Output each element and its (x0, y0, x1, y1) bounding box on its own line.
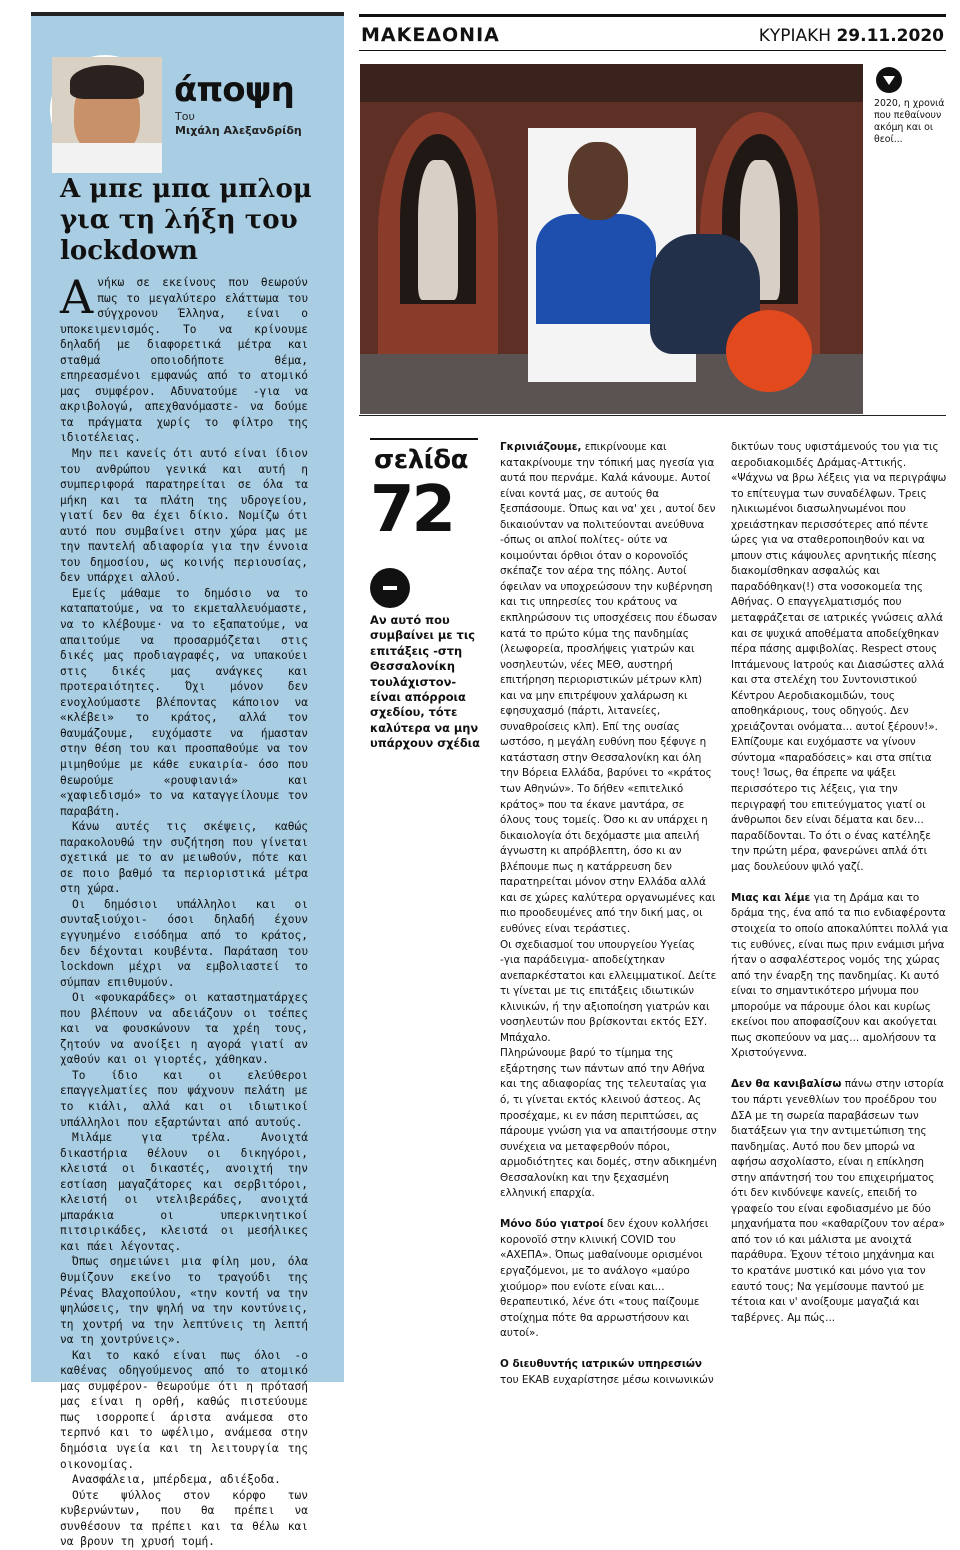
paragraph-text: του ΕΚΑΒ ευχαρίστησε μέσω κοινωνικών (500, 1373, 714, 1386)
paragraph-lead: Μιας και λέμε (731, 891, 811, 904)
opinion-label: άποψη (174, 70, 294, 110)
issue-date-value: 29.11.2020 (836, 26, 944, 46)
opinion-paragraph: Όπως σημειώνει μια φίλη μου, όλα θυμίζουν εκείνο το τραγούδι της Ρένας Βλαχοπούλου, «την κοντή να την ψηλώσεις, την ψηλή να την κοντύνεις, τη χοντρή να την λεπτύνεις τη λεπτή να τη χοντρύνεις». (60, 1255, 308, 1347)
ball (726, 310, 812, 392)
column-paragraph (731, 440, 949, 875)
page-blurb: Αν αυτό που συμβαίνει με τις επιτάξεις -στη Θεσσαλονίκη τουλάχιστον- είναι απόρροια σχεδίου, τότε καλύτερα να μην υπάρχουν σχέδια (370, 613, 480, 751)
paragraph-text: δεν έχουν κολλήσει κορονοϊό στην κλινική COVID του «ΑΧΕΠΑ». Όπως μαθαίνουμε ορισμένοι εργαζόμενοι, με το ανάλογο «μαύρο χιούμορ» που ενίοτε είναι και... θεραπευτικό, λένε ότι «τους παίζουμε στοίχημα πότε θα αρρωστήσουν και αυτοί». (500, 1218, 709, 1340)
minus-icon (370, 568, 410, 608)
header-bottom-rule (359, 50, 946, 51)
opinion-paragraph: Οι «φουκαράδες» οι καταστηματάρχες που βλέπουν να αδειάζουν οι τσέπες και να φουσκώνουν τα χρέη τους, ζητούν να ανοίξει η αγορά γιατί αν χαθούν και οι γιορτές, χάθηκαν. (60, 991, 308, 1067)
column-paragraph (731, 891, 949, 1062)
header-top-rule (359, 14, 946, 17)
photo-bottom-rule (359, 415, 946, 416)
author-avatar (50, 55, 160, 165)
caption-triangle-icon (876, 67, 902, 93)
column-paragraph (500, 1046, 718, 1201)
opinion-paragraph: Κάνω αυτές τις σκέψεις, καθώς παρακολουθώ την συζήτηση που γίνεται σχετικά με το αν μειωθούν, πότε και σε ποιο βαθμό τα περιοριστικά μέτρα στη χώρα. (60, 820, 308, 896)
paragraph-text: δικτύων τους υφιστάμενούς του για τις αεροδιακομιδές Δράμας-Αττικής. «Ψάχνω να βρω λέξεις για να περιγράψω το επίτευγμα των συναδέλφων. Τρεις ηλικιωμένοι διασωληνωμένοι που χρειάστηκαν περισσότερες από πέντε ώρες για να σταθεροποιηθούν και να μπουν στις κάψουλες αρνητικής πίεσης διακομίσθηκαν ασφαλώς και παραδόθηκαν(!) στα νοσοκομεία της Αθήνας. Ο επαγγελματισμός που μεταφράζεται σε ιατρικές γνώσεις αλλά και σε ψυχικά αποθέματα αποδείχθηκαν πέρα πάσης αμφιβολίας. Respect στους Ιπτάμενους Ιατρούς και Διασώστες αλλά και στα στελέχη του Συντονιστικού Κέντρου Αεροδιακομιδών, τους αποθηκάριους, τους οδηγούς. Δεν χρειάζονται ονόματα... αυτοί ξέρουν!». Ελπίζουμε και ευχόμαστε να γίνουν σύντομα «παραδόσεις» και στα σπίτια τους! Ίσως, θα έπρεπε να ψάξει περισσότερο τις λέξεις, για την περιγραφή του επιτεύγματος γιατί οι άνθρωποι δεν είναι δέματα και δεν... παραδίδονται. Το ότι ο ένας κατέληξε την πρώτη μέρα, φανερώνει απλά ότι μας δουλεύουν ψιλό γαζί. (731, 441, 947, 873)
issue-day: ΚΥΡΙΑΚΗ (758, 26, 832, 46)
page-number: 72 (370, 473, 454, 547)
column-paragraph (500, 938, 718, 1047)
column-paragraph (731, 1077, 949, 1326)
opinion-paragraph: Ούτε ψύλλος στον κόρφο των κυβερνώντων, που θα πρέπει να συνθέσουν τα πρέπει και τα θέλω και να βρουν τη χρυσή τομή. (60, 1488, 308, 1549)
middle-column (500, 440, 718, 1404)
paragraph-text: πάνω στην ιστορία του πάρτι γενεθλίων του προέδρου του ΔΣΑ με τη σωρεία παραβάσεων των διατάξεων για την αντιμετώπιση της πανδημίας. Αυτό που δεν μπορώ να αφήσω ασχολίαστο, είναι η επίκληση στην απάντησή του του επιχειρήματος ότι δεν κινδύνεψε κανείς, επειδή το γραφείο του είναι εφοδιασμένο με δύο μηχανήματα που «καθαρίζουν τον αέρα» από τον ιό και μάλιστα με ανοιχτά παράθυρα. Έχουν τέτοιο μηχάνημα και το κρατάνε μυστικό και μόνο για τον εαυτό τους; Να γεμίσουμε παντού με τέτοια και ν' ανοίξουμε μαγαζιά και ταβέρνες. Αμ πώς... (731, 1078, 945, 1324)
column-paragraph (500, 1217, 718, 1341)
column-paragraph (500, 440, 718, 938)
opinion-paragraph: Μιλάμε για τρέλα. Ανοιχτά δικαστήρια θέλουν οι δικηγόροι, κλειστά οι δικαστές, ανοιχτή την εστίαση μαγαζάτορες και σερβιτόροι, κλειστή οι ντελιβεράδες, ανοιχτά μπαράκια οι υπερκινητικοί πιτσιρικάδες, κλειστά οι μεσήλικες και πάει λέγοντας. (60, 1131, 308, 1253)
paragraph-text: Πληρώνουμε βαρύ το τίμημα της εξάρτησης των πάντων από την Αθήνα και της αδιαφορίας της τελευταίας για ό, τι γίνεται εκτός κλεινού άστεος. Ας προσέχαμε, κι εν πάση περιπτώσει, ας πάρουμε γνώση για να απαιτήσουμε στην συνέχεια να μεταφερθούν πόροι, αρμοδιότητες και δομές, στην αδικημένη Θεσσαλονίκη και την ξεχασμένη ελληνική επαρχία. (500, 1047, 717, 1200)
paragraph-text: για τη Δράμα και το δράμα της, ένα από τα πιο ενδιαφέροντα στοιχεία το οποίο αποκαλύπτει πολλά για τις ευθύνες, είναι πως πριν ενάμισι μήνα ήταν ο ασφαλέστερος νομός της χώρας από την έναρξη της πανδημίας. Κι αυτό είναι το σημαντικότερο μήνυμα που μπορούμε να πάρουμε όλοι και κυρίως εκείνοι που αποφασίζουν και ακούγεται πως σκοπεύουν να μας... αμολήσουν τα Χριστούγεννα. (731, 891, 949, 1060)
paragraph-lead: Ο διευθυντής ιατρικών υπηρεσιών (500, 1358, 702, 1371)
section-name: ΜΑΚΕΔΟΝΙΑ (361, 24, 500, 46)
opinion-paragraph: Και το κακό είναι πως όλοι -ο καθένας οδηγούμενος από το ατομικό μας συμφέρον- θεωρούμε ότι η πρότασή μας είναι η ορθή, καθώς πιστεύουμε πως ισορροπεί άριστα ανάμεσα στο τερπνό και το ωφέλιμο, ανάμεσα στην δημόσια υγεία και τη λειτουργία της οικονομίας. (60, 1348, 308, 1471)
opinion-top-rule (31, 12, 344, 16)
page-label: σελίδα (374, 445, 469, 475)
opinion-headline: Α μπε μπα μπλομ για τη λήξη του lockdown (60, 174, 312, 266)
opinion-first-paragraph: νήκω σε εκείνους που θεωρούν πως το μεγαλύτερο ελάττωμα του σύγχρονου Έλληνα, είναι ο υποκειμενισμός. Το να κρίνουμε δηλαδή με διαφορετικά μέτρα και σταθμά οποιοδήποτε θέμα, επηρεασμένοι εμφανώς από το ατομικό μας συμφέρον. Αδυνατούμε -για να ακριβολογώ, απεχθανόμαστε- να δούμε τα πράγματα χωρίς το φίλτρο της ιδιοτέλειας. (60, 276, 308, 445)
opinion-paragraph: Μην πει κανείς ότι αυτό είναι ίδιον του ανθρώπου γενικά και αυτή η συμπεριφορά παρατηρείται σε όλα τα μήκη και τα πλάτη της υδρογείου, γιατί δεν θα έχει δίκιο. Νομίζω ότι αυτό που συμβαίνει στην χώρα μας με την παντελή αδιαφορία για την έννοια του δημοσίου, ως κοινής περιουσίας, δεν υπάρχει αλλού. (60, 447, 308, 585)
paragraph-text: επικρίνουμε και κατακρίνουμε την τόπική μας ηγεσία για αυτά που περνάμε. Καλά κάνουμε. Αυτοί είναι κοντά μας, σε αυτούς θα ξεσπάσουμε. Όπως και να' χει , αυτοί δεν δικαιούνταν να πολιτεύονται ανεύθυνα -όπως οι απλοί πολίτες- ούτε να κοιμούνται όρθιοι όταν ο κορονοϊός σκέπαζε τον αέρα της πόλης. Αυτοί όφειλαν να υποχρεώσουν την κυβέρνηση και τις υπηρεσίες του κράτους να εκπληρώσουν τις υποσχέσεις που έδωσαν κατά το πρώτο κύμα της πανδημίας (λεωφορεία, προσλήψεις γιατρών και νοσηλευτών, νέες ΜΕΘ, αυστηρή επιτήρηση περιοριστικών μέτρων κλπ) και να μην επιτρέψουν χαλάρωση κι εφησυχασμό (πάρτι, λιτανείες, συναθροίσεις κλπ). Επί της ουσίας ωστόσο, η μεγάλη ευθύνη που ξέφυγε η κατάσταση στην Θεσσαλονίκη και όλη την Βόρεια Ελλάδα, βαρύνει το «κράτος των Αθηνών». Το δήθεν «επιτελικό κράτος» που τα έκανε μαντάρα, σε όλους τους τομείς. Όσο κι αν υπάρχει η δικαιολογία ότι δεχόμαστε μια απειλή άγνωστη κι απρόβλεπτη, όσο κι αν βλέπουμε πως η κατάρρευση δεν παρατηρείται μόνον στην Ελλάδα αλλά και σε χώρες καλύτερα οργανωμένες και πιο προοδευμένες από την δική μας, οι ευθύνες είναι τεράστιες. (500, 441, 718, 935)
paragraph-lead: Μόνο δύο γιατροί (500, 1218, 604, 1231)
right-column (731, 440, 949, 1342)
paragraph-text: Οι σχεδιασμοί του υπουργείου Υγείας -για παράδειγμα- αποδείχτηκαν ανεπαρκέστατοι και ελλειμματικοί. Δείτε τι γίνεται με τις επιτάξεις ιδιωτικών κλινικών, ή την αξιοποίηση γιατρών και νοσηλευτών που βρίσκονται εκτός ΕΣΥ. Μπάχαλο. (500, 938, 717, 1044)
author-name: Μιχάλη Αλεξανδρίδη (175, 124, 302, 137)
opinion-paragraph: Οι δημόσιοι υπάλληλοι και οι συνταξιούχοι- όσοι δηλαδή έχουν εγγυημένο εισόδημα από το κράτος, δεν δέχονται κουβέντα. Παράταση του lockdown μέχρι να εμβολιαστεί το σύμπαν επιθυμούν. (60, 897, 308, 989)
main-photo (360, 64, 863, 414)
dropcap-letter: Α (60, 270, 94, 324)
photo-caption: 2020, η χρονιά που πεθαίνουν ακόμη και οι θεοί... (874, 98, 945, 145)
opinion-paragraph: Εμείς μάθαμε το δημόσιο να το καταπατούμε, να το εκμεταλλευόμαστε, να το κλέβουμε· να το εξαπατούμε, να απαιτούμε να προσαρμόζεται στις δικές μας προδιαγραφές, να υπακούει στις δικές μας ανάγκες και προτεραιότητες. Όχι μόνον δεν ενοχλούμαστε βλέποντας κάποιον να «κλέβει» το κράτος, αλλά τον θαυμάζουμε, ευχόμαστε να ήμασταν στην θέση του και προσπαθούμε να τον μιμηθούμε με κάθε ευκαιρία- όσο που θεωρούμε «ρουφιανιά» και «χαφιεδισμό» το να καταγγείλουμε τον παραβάτη. (60, 586, 308, 818)
paragraph-lead: Δεν θα κανιβαλίσω (731, 1078, 842, 1091)
page-box-top-rule (370, 438, 478, 440)
column-paragraph (500, 1357, 718, 1388)
opinion-paragraph: Ανασφάλεια, μπέρδεμα, αδιέξοδα. (72, 1473, 281, 1487)
opinion-body (60, 270, 308, 1550)
author-prefix: Του (175, 110, 195, 123)
paragraph-lead: Γκρινιάζουμε, (500, 441, 582, 453)
opinion-paragraph: Το ίδιο και οι ελεύθεροι επαγγελματίες που ψάχνουν πελάτη με το κιάλι, αλλά και οι ιδιωτικοί υπάλληλοι που εξαρτώνται από αυτούς. (60, 1068, 308, 1129)
issue-date (759, 26, 944, 46)
